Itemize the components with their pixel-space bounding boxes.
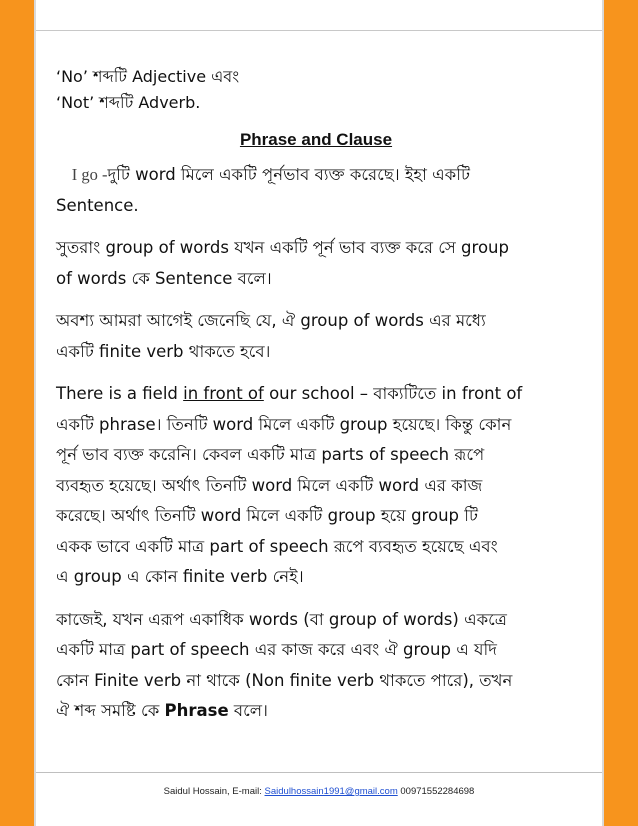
paragraph-4-line-1 xyxy=(56,379,576,410)
top-divider xyxy=(36,30,602,31)
paragraph-5-line-4 xyxy=(56,696,576,727)
example-sentence-start: There is a field xyxy=(56,384,184,403)
paragraph-2 xyxy=(56,233,576,294)
document-body xyxy=(56,64,576,739)
paragraph-4-line-7: এ group এ কোন finite verb নেই। xyxy=(56,567,304,586)
paragraph-4-line-2: একটি phrase। তিনটি word মিলে একটি group হয়েছে। কিন্তু কোন xyxy=(56,414,512,434)
example-text: I go - xyxy=(71,165,108,184)
footer-phone: 00971552284698 xyxy=(397,786,475,797)
left-orange-border xyxy=(0,0,36,826)
definition-start: ঐ শব্দ সমষ্টি কে xyxy=(56,701,165,720)
paragraph-1 xyxy=(56,160,576,221)
intro-line-2: ‘Not’ শব্দটি Adverb. xyxy=(56,93,201,112)
footer-email-link[interactable]: Saidulhossain1991@gmail.com xyxy=(264,786,398,797)
paragraph-1-line-2: Sentence. xyxy=(56,195,139,215)
example-phrase-underlined: in front of xyxy=(183,384,264,403)
paragraph-3 xyxy=(56,306,576,367)
paragraph-4-line-5: করেছে। অর্থাৎ তিনটি word মিলে একটি group হয়ে group টি xyxy=(56,506,478,525)
paragraph-5-line-3: কোন Finite verb না থাকে (Non finite verb থাকতে পারে), তখন xyxy=(56,670,513,690)
footer-divider xyxy=(36,772,602,773)
paragraph-1-line-1 xyxy=(56,160,576,191)
paragraph-4-line-3: পূর্ন ভাব ব্যক্ত করেনি। কেবল একটি মাত্র parts of speech রূপে xyxy=(56,445,485,464)
paragraph-2-line-1: সুতরাং group of words যখন একটি পূর্ন ভাব ব্যক্ত করে সে group xyxy=(56,238,509,257)
paragraph-2-line-2: of words কে Sentence বলে। xyxy=(56,268,272,288)
paragraph-5-line-2: একটি মাত্র part of speech এর কাজ করে এবং ঐ group এ যদি xyxy=(56,640,497,659)
paragraph-3-line-2: একটি finite verb থাকতে হবে। xyxy=(56,341,271,361)
footer-author: Saidul Hossain, E-mail: xyxy=(163,786,265,797)
example-sentence-end: our school – বাক্যটিতে in front of xyxy=(263,384,523,403)
paragraph-4-line-6: একক ভাবে একটি মাত্র part of speech রূপে ব্যবহৃত হয়েছে এবং xyxy=(56,536,498,556)
right-orange-border xyxy=(602,0,638,826)
section-title: Phrase and Clause xyxy=(239,130,393,149)
paragraph-5-line-1: কাজেই, যখন এরূপ একাধিক words (বা group of words) একত্রে xyxy=(56,609,507,629)
phrase-term-bold: Phrase xyxy=(164,701,229,720)
page-footer xyxy=(0,786,638,797)
definition-end: বলে। xyxy=(228,701,268,720)
paragraph-5 xyxy=(56,605,576,727)
paragraph-1-text: দুটি word মিলে একটি পূর্নভাব ব্যক্ত করেছে। ইহা একটি xyxy=(107,165,470,184)
paragraph-3-line-1: অবশ্য আমরা আগেই জেনেছি যে, ঐ group of words এর মধ্যে xyxy=(56,311,486,330)
paragraph-4-line-4: ব্যবহৃত হয়েছে। অর্থাৎ তিনটি word মিলে একটি word এর কাজ xyxy=(56,475,483,495)
paragraph-4 xyxy=(56,379,576,593)
intro-line-1: ‘No’ শব্দটি Adjective এবং xyxy=(56,67,240,86)
